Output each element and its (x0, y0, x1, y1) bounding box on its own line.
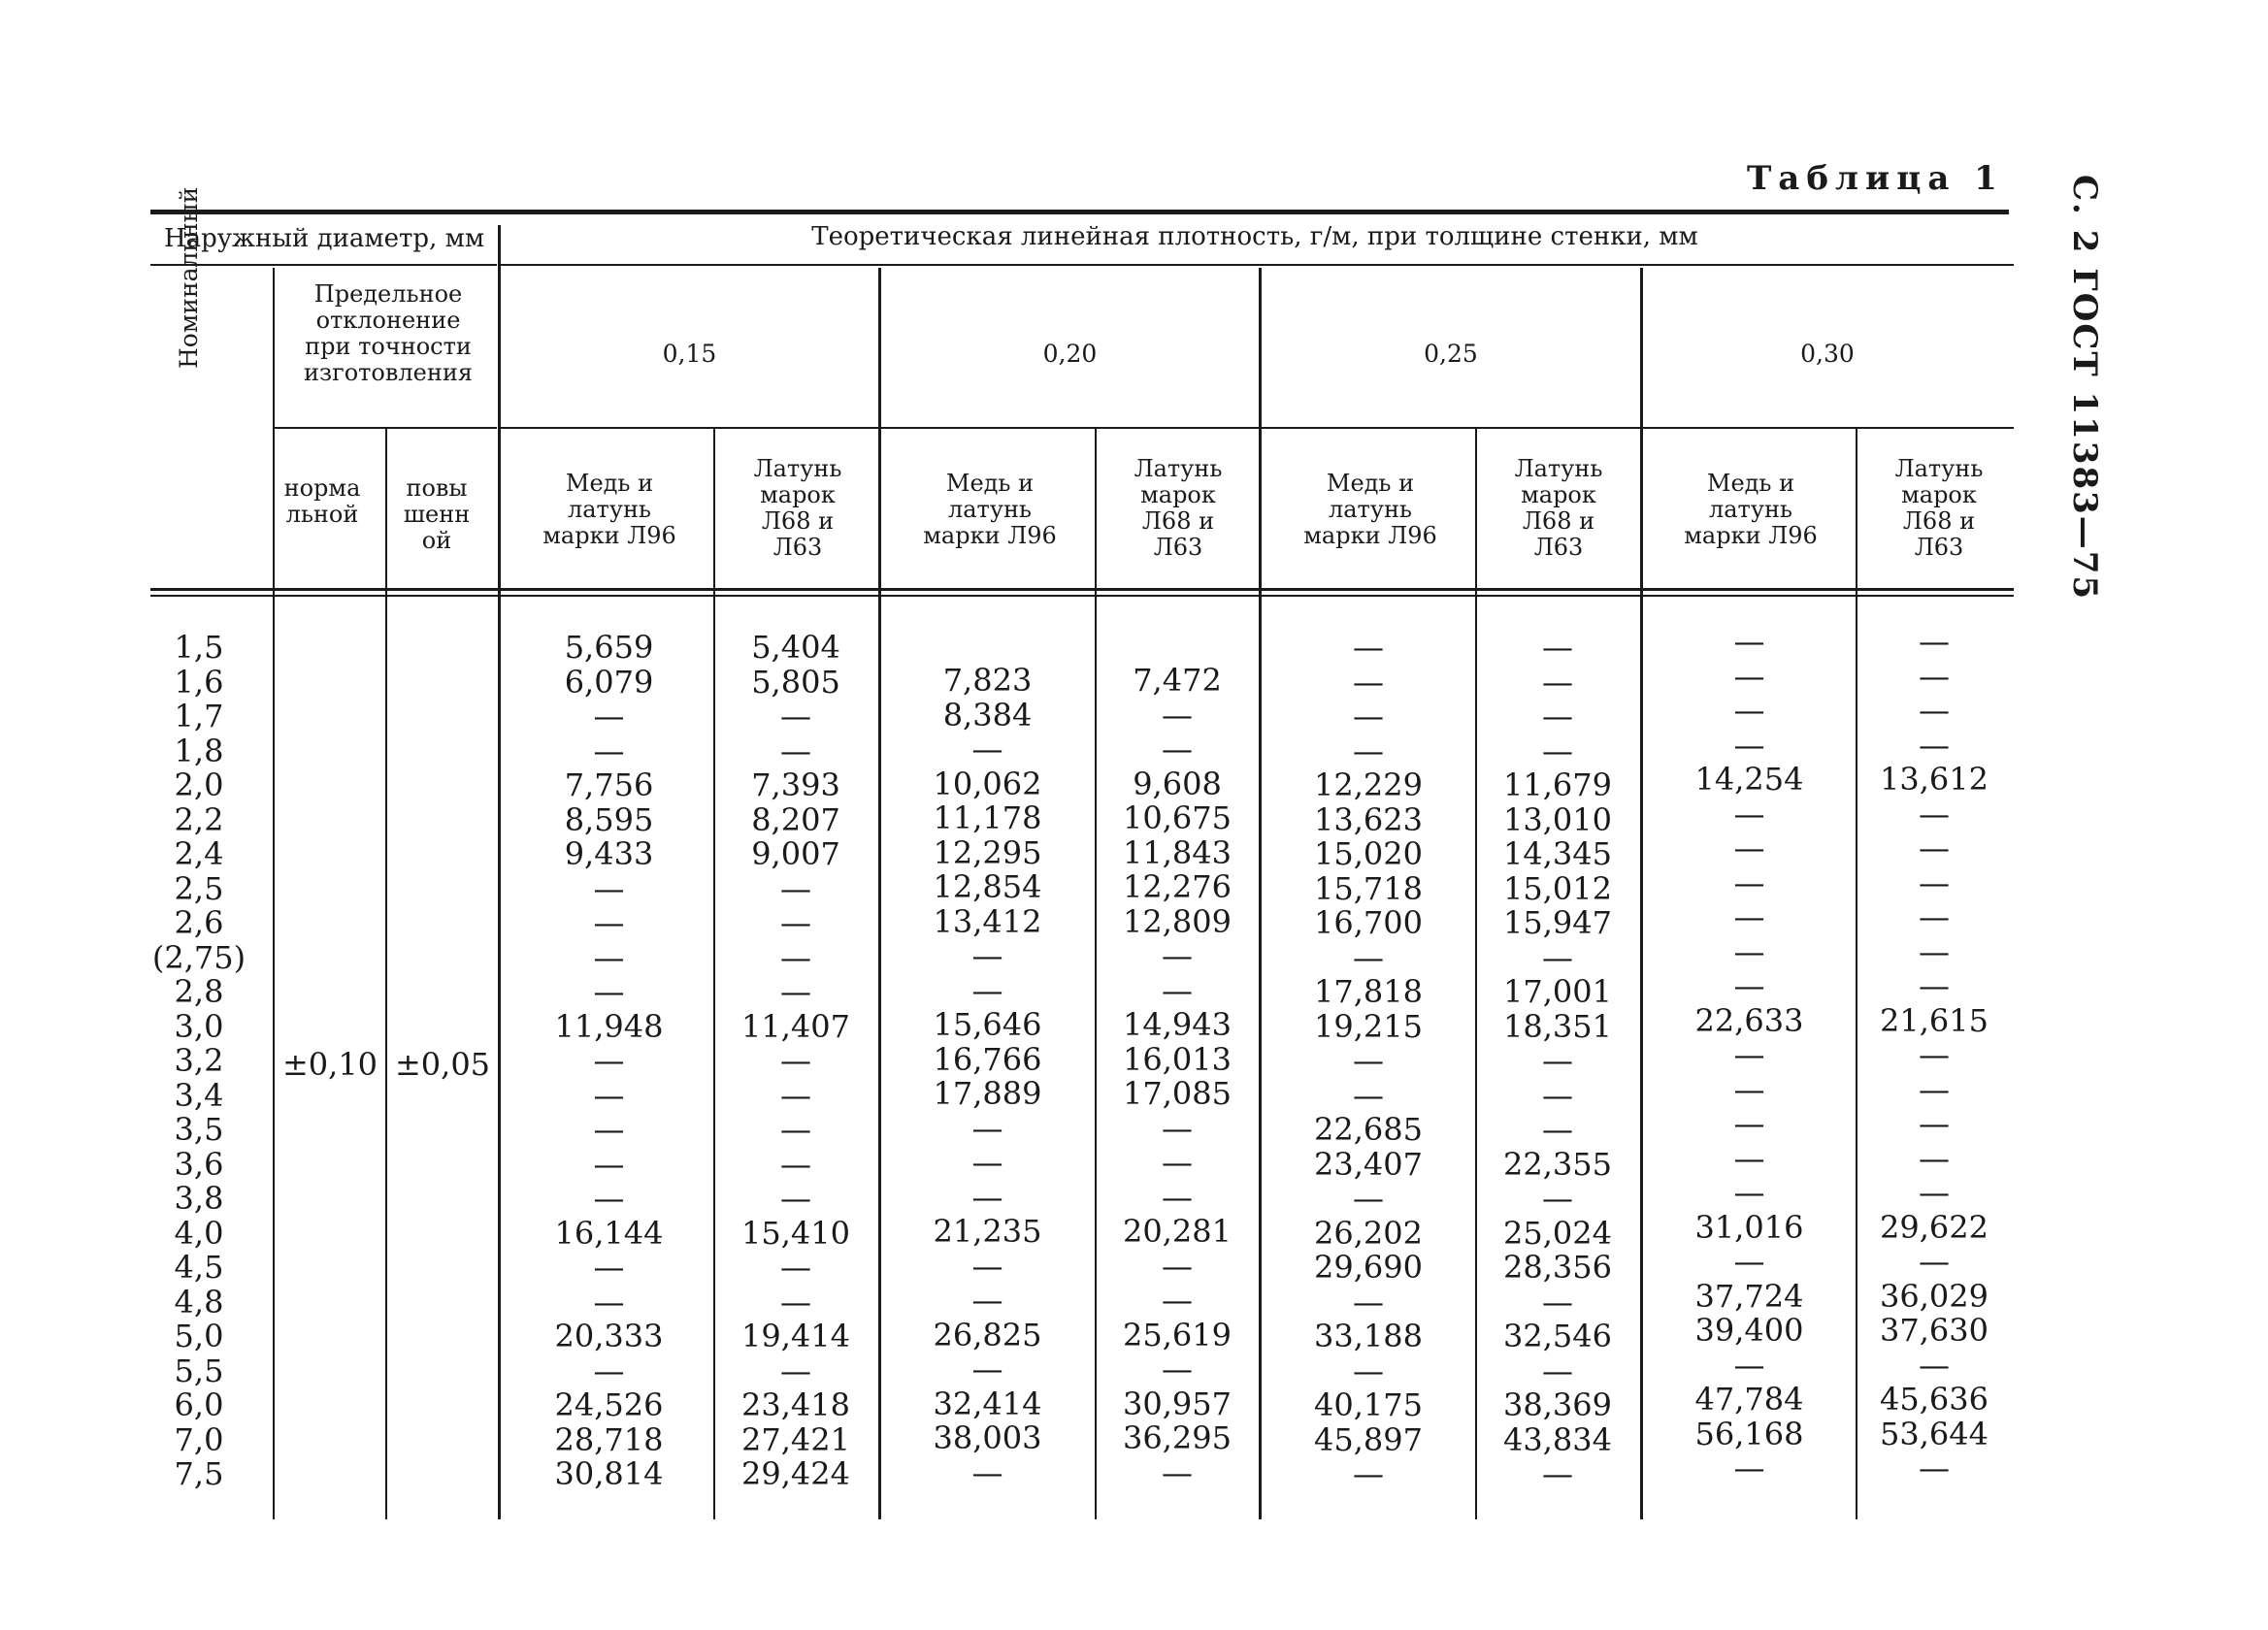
table-cell: — (1919, 795, 1950, 832)
table-cell: 14,254 (1694, 761, 1804, 798)
table-cell: 43,834 (1503, 1420, 1612, 1458)
table-cell: 29,424 (741, 1455, 850, 1492)
table-cell: — (593, 1352, 625, 1389)
material-copper-020: Медь и латунь марки Л96 (923, 470, 1057, 549)
nominal-diameter-column (146, 631, 252, 1492)
table-cell: — (1919, 726, 1950, 764)
table-cell: — (1919, 692, 1950, 729)
table-cell: — (593, 904, 625, 941)
nominal-diameter-cell: 1,5 (174, 629, 224, 666)
table-cell: — (1542, 1352, 1573, 1389)
table-cell: 39,400 (1694, 1312, 1804, 1349)
table-cell: 23,418 (741, 1386, 850, 1423)
table-cell: — (593, 732, 625, 769)
table-cell: — (1733, 795, 1765, 832)
table-cell: 22,633 (1694, 1001, 1804, 1039)
table-cell: — (593, 869, 625, 907)
table-cell: 21,235 (933, 1213, 1042, 1250)
vrule-020-split (1095, 429, 1097, 1519)
nominal-diameter-cell: 2,8 (174, 973, 224, 1010)
table-cell: — (780, 698, 811, 734)
table-cell: — (593, 1145, 625, 1183)
table-cell: 9,433 (564, 835, 654, 872)
table-cell: — (1919, 1105, 1950, 1142)
table-cell: 17,001 (1503, 973, 1612, 1010)
page-side-header-text: С. 2 ГОСТ 11383—75 (2065, 175, 2104, 602)
table-cell: 23,407 (1314, 1145, 1423, 1183)
table-cell: — (1919, 1139, 1950, 1177)
table-cell: 7,472 (1133, 662, 1222, 699)
table-cell: — (1733, 830, 1765, 866)
table-cell: — (593, 1249, 625, 1286)
table-cell: — (1162, 1247, 1193, 1285)
table-cell: — (780, 1042, 811, 1079)
table-cell: 13,623 (1314, 800, 1423, 838)
table-cell: — (1542, 938, 1573, 976)
table-cell: — (1162, 1282, 1193, 1319)
table-cell: — (1353, 663, 1384, 701)
table-cell: 25,024 (1503, 1214, 1612, 1252)
nominal-diameter-cell: 3,2 (174, 1042, 224, 1079)
table-cell: — (1162, 1351, 1193, 1387)
table-cell: 5,404 (751, 629, 840, 666)
table-cell: 30,814 (554, 1455, 664, 1492)
table-cell: 38,003 (933, 1419, 1042, 1456)
table-cell: 11,948 (554, 1007, 664, 1045)
column-030-copper (1650, 625, 1849, 1486)
thickness-underline (500, 427, 2014, 429)
table-cell: 40,175 (1314, 1386, 1423, 1423)
column-025-brass (1480, 631, 1635, 1492)
table-cell: 19,414 (741, 1318, 850, 1354)
table-caption: Таблица 1 (1747, 159, 2004, 198)
nominal-diameter-cell: 4,8 (174, 1283, 224, 1320)
table-cell: — (593, 973, 625, 1010)
table-cell: 16,144 (554, 1214, 664, 1252)
table-cell: — (1353, 1042, 1384, 1079)
table-cell: 28,356 (1503, 1249, 1612, 1286)
table-cell: 38,369 (1503, 1386, 1612, 1423)
table-cell: 11,679 (1503, 766, 1612, 803)
table-cell: 17,889 (933, 1075, 1042, 1112)
nominal-diameter-cell: 3,4 (174, 1076, 224, 1114)
nominal-diameter-cell: 3,5 (174, 1111, 224, 1148)
outer-diameter-header: Наружный диаметр, мм (163, 224, 485, 253)
table-cell: 36,029 (1880, 1277, 1989, 1315)
table-cell: — (1542, 663, 1573, 701)
table-cell: — (1542, 1455, 1573, 1492)
column-015-brass (718, 631, 873, 1492)
table-cell: 26,202 (1314, 1214, 1423, 1252)
normal-accuracy-header: нормальной (283, 474, 361, 528)
table-cell: — (780, 732, 811, 769)
table-cell: — (1733, 692, 1765, 729)
table-cell: 9,608 (1133, 765, 1222, 802)
table-cell: 15,020 (1314, 835, 1423, 872)
table-cell: 8,595 (564, 800, 654, 838)
table-cell: — (1542, 698, 1573, 734)
column-030-brass (1860, 625, 2008, 1486)
vrule-normal (385, 429, 387, 1519)
table-cell: 20,333 (554, 1318, 664, 1354)
table-cell: 22,355 (1503, 1145, 1612, 1183)
table-cell: — (971, 1109, 1003, 1147)
table-cell: 13,612 (1880, 761, 1989, 798)
nominal-diameter-cell: 2,5 (174, 869, 224, 907)
table-cell: 5,805 (751, 663, 840, 701)
table-cell: — (1733, 1174, 1765, 1211)
nominal-diameter-cell: 7,0 (174, 1420, 224, 1458)
table-cell: 21,615 (1880, 1001, 1989, 1039)
table-cell: — (1919, 967, 1950, 1004)
table-cell: — (1353, 629, 1384, 666)
density-title-underline (500, 264, 2014, 266)
nominal-diameter-cell: 2,6 (174, 904, 224, 941)
table-cell: — (780, 904, 811, 941)
table-cell: — (1733, 1070, 1765, 1108)
table-cell: — (1353, 1180, 1384, 1217)
vrule-deviation (498, 225, 501, 1519)
table-cell: — (780, 869, 811, 907)
table-cell: — (1919, 1450, 1950, 1486)
table-cell: — (1733, 898, 1765, 935)
vrule-020-025 (1259, 268, 1262, 1519)
table-cell: 31,016 (1694, 1208, 1804, 1246)
table-cell: — (1919, 657, 1950, 695)
table-cell: 24,526 (554, 1386, 664, 1423)
table-cell: — (1353, 1076, 1384, 1114)
table-cell: — (1162, 1109, 1193, 1147)
table-cell: — (971, 731, 1003, 767)
table-cell: 56,168 (1694, 1415, 1804, 1452)
material-brass-030: Латунь марок Л68 и Л63 (1894, 455, 1984, 561)
material-copper-015: Медь и латунь марки Л96 (542, 470, 676, 549)
table-cell: — (1733, 726, 1765, 764)
nominal-diameter-cell: 4,0 (174, 1214, 224, 1252)
table-cell: — (1733, 864, 1765, 901)
table-cell: — (593, 1076, 625, 1114)
table-cell: 33,188 (1314, 1318, 1423, 1354)
table-cell: 7,756 (564, 766, 654, 803)
top-rule (150, 210, 2009, 214)
table-cell: 10,062 (933, 765, 1042, 802)
table-cell: — (1919, 864, 1950, 901)
table-cell: 9,007 (751, 835, 840, 872)
table-cell: 15,947 (1503, 904, 1612, 941)
table-cell: — (593, 698, 625, 734)
table-cell: — (1733, 1139, 1765, 1177)
header-bottom-rule-2 (150, 595, 2014, 597)
table-cell: — (1919, 1243, 1950, 1280)
table-cell: 53,644 (1880, 1415, 1989, 1452)
table-cell: 19,215 (1314, 1007, 1423, 1045)
table-cell: 14,345 (1503, 835, 1612, 872)
table-cell: — (593, 1111, 625, 1148)
thickness-020: 0,20 (1042, 340, 1098, 368)
table-cell: 29,690 (1314, 1249, 1423, 1286)
table-cell: 16,700 (1314, 904, 1423, 941)
table-cell: — (1353, 1352, 1384, 1389)
table-cell: 26,825 (933, 1316, 1042, 1353)
thickness-025: 0,25 (1424, 340, 1478, 368)
table-cell: — (1919, 932, 1950, 970)
nominal-diameter-cell: 6,0 (174, 1386, 224, 1423)
table-cell: — (1733, 623, 1765, 660)
nominal-diameter-cell: 2,2 (174, 800, 224, 838)
table-cell: 6,079 (564, 663, 654, 701)
table-cell: 15,718 (1314, 869, 1423, 907)
table-cell: 5,659 (564, 629, 654, 666)
table-cell: 12,809 (1123, 902, 1232, 940)
table-cell: — (971, 1247, 1003, 1285)
table-cell: — (1542, 629, 1573, 666)
table-cell: 25,619 (1123, 1316, 1232, 1353)
table-cell: 30,957 (1123, 1385, 1232, 1422)
header-bottom-rule-1 (150, 588, 2014, 591)
table-cell: — (1733, 1346, 1765, 1384)
table-cell: 13,010 (1503, 800, 1612, 838)
table-cell: 32,546 (1503, 1318, 1612, 1354)
nominal-header-text: Номинальный (175, 186, 203, 369)
table-cell: — (1162, 1453, 1193, 1491)
table-cell: 11,843 (1123, 833, 1232, 871)
table-cell: — (1733, 967, 1765, 1004)
table-cell: 37,724 (1694, 1277, 1804, 1315)
nominal-diameter-cell: 7,5 (174, 1455, 224, 1492)
nominal-diameter-cell: 5,5 (174, 1352, 224, 1389)
table-cell: — (1353, 732, 1384, 769)
table-cell: — (1919, 898, 1950, 935)
material-copper-025: Медь и латунь марки Л96 (1303, 470, 1437, 549)
table-cell: 12,854 (933, 868, 1042, 905)
tolerance-increased: ±0,05 (394, 1046, 491, 1083)
table-cell: — (1733, 1243, 1765, 1280)
nominal-diameter-cell: 2,4 (174, 835, 224, 872)
table-cell: — (1162, 1178, 1193, 1216)
table-cell: — (1733, 1105, 1765, 1142)
material-brass-020: Латунь марок Л68 и Л63 (1134, 455, 1223, 561)
increased-accuracy-header: повышенной (403, 474, 471, 554)
tolerance-normal: ±0,10 (281, 1046, 378, 1083)
nominal-diameter-cell: 1,7 (174, 698, 224, 734)
nominal-diameter-cell: 2,0 (174, 766, 224, 803)
table-cell: 8,384 (942, 696, 1033, 734)
nominal-diameter-cell: 5,0 (174, 1318, 224, 1354)
table-cell: 17,085 (1123, 1075, 1232, 1112)
table-cell: — (971, 1453, 1003, 1491)
table-cell: 28,718 (554, 1420, 664, 1458)
page-side-header (2057, 175, 2116, 602)
table-cell: 32,414 (933, 1385, 1042, 1422)
table-cell: 15,646 (933, 1006, 1042, 1043)
table-cell: 27,421 (741, 1420, 850, 1458)
table-cell: — (780, 938, 811, 976)
table-cell: — (780, 973, 811, 1010)
deviation-header: Предельное отклонение при точности изготовления (304, 280, 473, 386)
table-cell: — (1542, 1042, 1573, 1079)
material-brass-015: Латунь марок Л68 и Л63 (753, 455, 842, 561)
table-cell: 7,393 (751, 766, 840, 803)
table-cell: — (1353, 698, 1384, 734)
table-cell: — (593, 1180, 625, 1217)
table-cell: 20,281 (1123, 1213, 1232, 1250)
table-cell: 45,636 (1880, 1381, 1989, 1418)
table-cell: — (1733, 932, 1765, 970)
table-cell: 17,818 (1314, 973, 1423, 1010)
thickness-015: 0,15 (662, 340, 717, 368)
table-cell: — (593, 938, 625, 976)
table-cell: — (1353, 938, 1384, 976)
nominal-diameter-cell: 3,0 (174, 1007, 224, 1045)
table-cell: 7,823 (942, 662, 1033, 699)
table-cell: — (1542, 1180, 1573, 1217)
nominal-diameter-cell: 3,6 (174, 1145, 224, 1183)
table-cell: — (1162, 1144, 1193, 1181)
table-cell: 29,622 (1880, 1208, 1989, 1246)
table-cell: — (780, 1352, 811, 1389)
column-025-copper (1271, 631, 1465, 1492)
table-cell: 14,943 (1123, 1006, 1232, 1043)
table-cell: — (971, 971, 1003, 1009)
table-cell: — (1162, 731, 1193, 767)
table-cell: 10,675 (1123, 799, 1232, 836)
column-015-copper (514, 631, 704, 1492)
table-cell: — (780, 1145, 811, 1183)
table-cell: 15,410 (741, 1214, 850, 1252)
table-cell: 8,207 (751, 800, 840, 838)
table-cell: — (1733, 657, 1765, 695)
table-cell: — (971, 1178, 1003, 1216)
table-cell: 11,178 (933, 799, 1042, 836)
material-copper-030: Медь и латунь марки Л96 (1684, 470, 1818, 549)
vrule-nominal (273, 268, 275, 1519)
vrule-030-split (1856, 429, 1857, 1519)
table-cell: — (1542, 1076, 1573, 1114)
table-cell: — (1919, 1070, 1950, 1108)
table-cell: — (593, 1042, 625, 1079)
table-cell: — (971, 1144, 1003, 1181)
table-cell: — (971, 1351, 1003, 1387)
vrule-025-030 (1640, 268, 1643, 1519)
density-title: Теоретическая линейная плотность, г/м, при толщине стенки, мм (811, 222, 1698, 251)
table-cell: 13,412 (933, 902, 1042, 940)
table-cell: — (1919, 1174, 1950, 1211)
table-cell: 12,295 (933, 833, 1042, 871)
table-cell: — (971, 937, 1003, 974)
table-cell: — (1919, 830, 1950, 866)
nominal-diameter-cell: (2,75) (151, 938, 247, 976)
column-020-brass (1100, 664, 1255, 1490)
table-cell: 45,897 (1314, 1420, 1423, 1458)
table-cell: — (1353, 1283, 1384, 1320)
table-cell: — (1733, 1036, 1765, 1073)
nominal-diameter-cell: 3,8 (174, 1180, 224, 1217)
column-020-copper (893, 664, 1082, 1490)
vrule-025-split (1475, 429, 1477, 1519)
thickness-030: 0,30 (1800, 340, 1855, 368)
table-cell: 16,013 (1123, 1040, 1232, 1078)
table-cell: 18,351 (1503, 1007, 1612, 1045)
table-cell: — (1919, 623, 1950, 660)
table-cell: — (1542, 732, 1573, 769)
table-cell: — (1919, 1346, 1950, 1384)
table-cell: — (593, 1283, 625, 1320)
vrule-015-020 (878, 268, 881, 1519)
table-cell: 36,295 (1123, 1419, 1232, 1456)
table-cell: — (1162, 971, 1193, 1009)
table-cell: — (780, 1180, 811, 1217)
nominal-diameter-cell: 4,5 (174, 1249, 224, 1286)
vrule-015-split (713, 429, 715, 1519)
table-cell: 22,685 (1314, 1111, 1423, 1148)
table-cell: 11,407 (741, 1007, 850, 1045)
table-cell: — (1919, 1036, 1950, 1073)
table-cell: 37,630 (1880, 1312, 1989, 1349)
table-cell: — (780, 1249, 811, 1286)
table-cell: 47,784 (1694, 1381, 1804, 1418)
table-cell: — (780, 1076, 811, 1114)
table-cell: — (1162, 937, 1193, 974)
table-cell: — (1733, 1450, 1765, 1486)
nominal-diameter-cell: 1,6 (174, 663, 224, 701)
table-cell: 16,766 (933, 1040, 1042, 1078)
material-brass-025: Латунь марок Л68 и Л63 (1514, 455, 1603, 561)
nominal-diameter-cell: 1,8 (174, 732, 224, 769)
table-cell: — (1542, 1283, 1573, 1320)
table-cell: 15,012 (1503, 869, 1612, 907)
table-cell: — (1353, 1455, 1384, 1492)
table-cell: — (1542, 1111, 1573, 1148)
table-cell: 12,229 (1314, 766, 1423, 803)
table-cell: — (780, 1111, 811, 1148)
table-cell: 12,276 (1123, 868, 1232, 905)
table-cell: — (1162, 696, 1193, 734)
table-cell: — (780, 1283, 811, 1320)
table-cell: — (971, 1282, 1003, 1319)
